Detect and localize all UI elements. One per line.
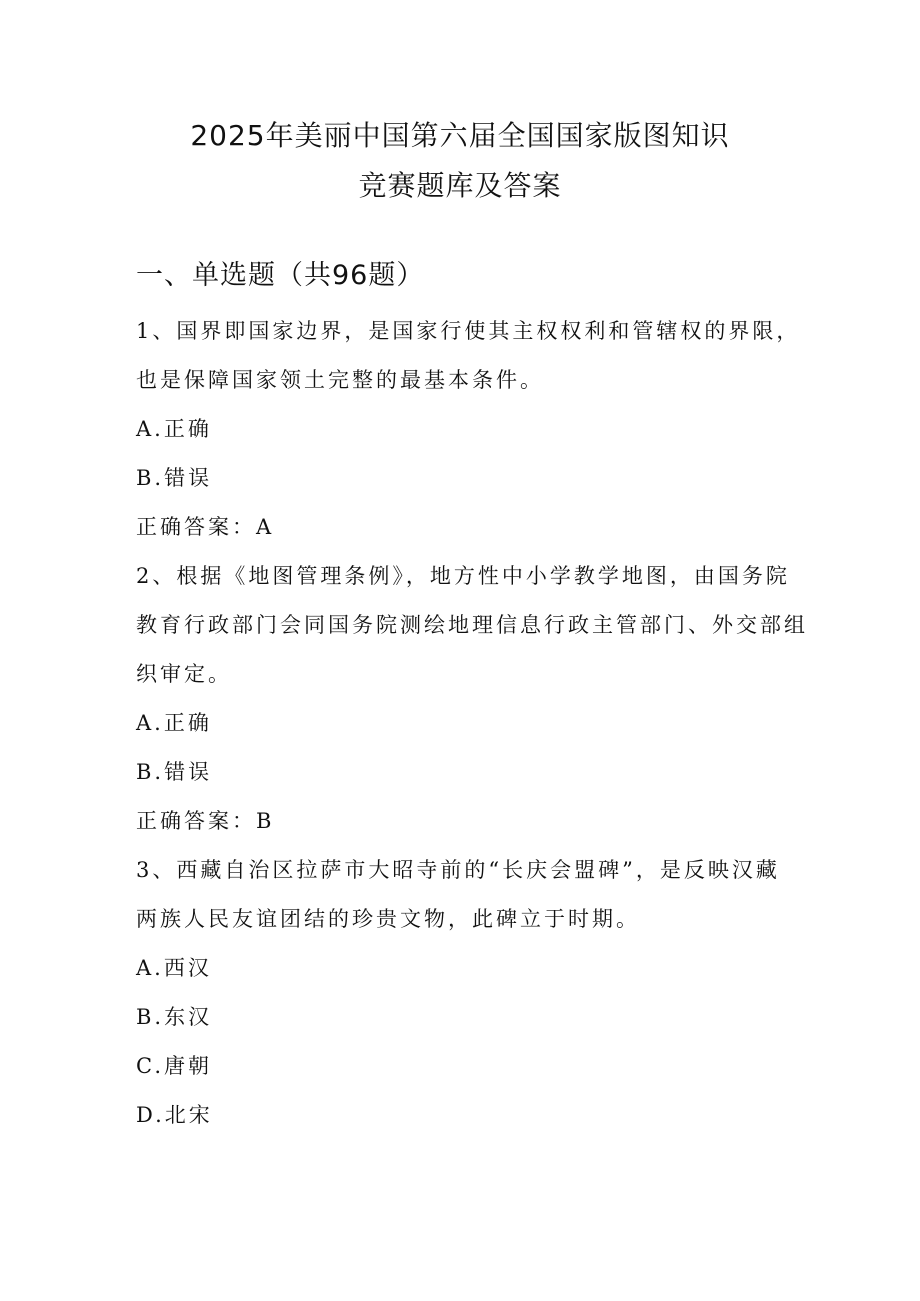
question-3-text-line-1: 3、西藏自治区拉萨市大昭寺前的“长庆会盟碑”，是反映汉藏 — [136, 858, 780, 882]
question-3-text-line-2: 两族人民友谊团结的珍贵文物，此碑立于时期。 — [136, 907, 640, 931]
question-3-option-b: B.东汉 — [136, 1005, 213, 1029]
question-2-answer: 正确答案：B — [136, 809, 275, 833]
section-heading: 一、单选题（共96题） — [136, 260, 425, 291]
question-1-option-a: A.正确 — [136, 417, 212, 441]
question-3-option-d: D.北宋 — [136, 1103, 213, 1127]
question-2-text-line-3: 织审定。 — [136, 662, 232, 686]
question-3-option-a: A.西汉 — [136, 956, 212, 980]
question-1-text-line-2: 也是保障国家领土完整的最基本条件。 — [136, 368, 544, 392]
document-title-line-2: 竞赛题库及答案 — [358, 169, 562, 202]
question-1-option-b: B.错误 — [136, 466, 213, 490]
question-3-option-c: C.唐朝 — [136, 1054, 212, 1078]
document-title-line-1: 2025年美丽中国第六届全国国家版图知识 — [190, 119, 730, 152]
question-1-answer: 正确答案：A — [136, 515, 275, 539]
question-2-text-line-2: 教育行政部门会同国务院测绘地理信息行政主管部门、外交部组 — [136, 613, 808, 637]
question-2-option-a: A.正确 — [136, 711, 212, 735]
question-2-option-b: B.错误 — [136, 760, 213, 784]
question-1-text-line-1: 1、国界即国家边界，是国家行使其主权权利和管辖权的界限， — [136, 319, 801, 343]
question-2-text-line-1: 2、根据《地图管理条例》，地方性中小学教学地图，由国务院 — [136, 564, 790, 588]
